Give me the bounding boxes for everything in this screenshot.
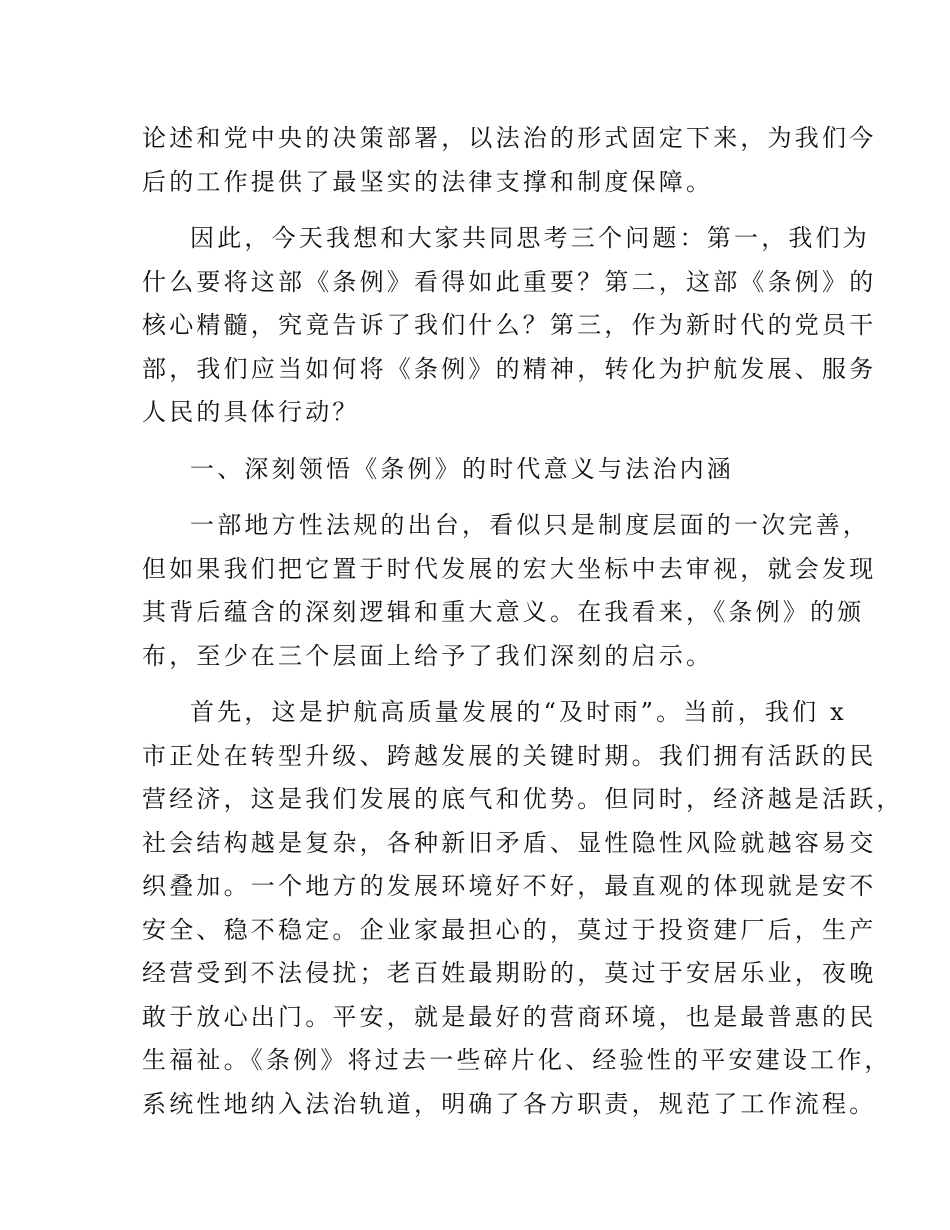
text-line: 其背后蕴含的深刻逻辑和重大意义。在我看来，《条例》的颁 (142, 598, 865, 626)
text-line: 核心精髓，究竟告诉了我们什么？第三，作为新时代的党员干 (142, 311, 877, 339)
heading-line: 一、深刻领悟《条例》的时代意义与法治内涵 (190, 454, 734, 483)
text-line: 经营受到不法侵扰；老百姓最期盼的，莫过于安居乐业，夜晚 (142, 959, 877, 987)
paragraph-gap (142, 204, 826, 217)
text-line: 因此，今天我想和大家共同思考三个问题：第一，我们为 (190, 224, 870, 252)
text-line: 营经济，这是我们发展的底气和优势。但同时，经济越是活跃， (142, 785, 904, 813)
text-line: 但如果我们把它置于时代发展的宏大坐标中去审视，就会发现 (142, 554, 877, 583)
paragraph-3 (142, 504, 877, 678)
text-line: 敢于放心出门。平安，就是最好的营商环境，也是最普惠的民 (142, 1002, 877, 1031)
text-line: 一部地方性法规的出台，看似只是制度层面的一次完善， (190, 511, 870, 539)
text-line: 部，我们应当如何将《条例》的精神，转化为护航发展、服务 (142, 354, 877, 383)
text-line: 生福祉。《条例》将过去一些碎片化、经验性的平安建设工作， (142, 1046, 892, 1074)
paragraph-1 (142, 117, 877, 204)
text-line: 安全、稳不稳定。企业家最担心的，莫过于投资建厂后，生产 (142, 915, 877, 944)
text-line: 论述和党中央的决策部署，以法治的形式固定下来，为我们今 (142, 124, 877, 152)
text-line: 社会结构越是复杂，各种新旧矛盾、显性隐性风险就越容易交 (142, 828, 877, 857)
text-line: 人民的具体行动？ (142, 398, 360, 426)
text-line: 后的工作提供了最坚实的法律支撑和制度保障。 (142, 167, 714, 196)
text-line: 布，至少在三个层面上给予了我们深刻的启示。 (142, 641, 714, 670)
paragraph-gap (142, 491, 826, 504)
text-line: 市正处在转型升级、跨越发展的关键时期。我们拥有活跃的民 (142, 741, 877, 770)
text-line: 首先，这是护航高质量发展的“及时雨”。当前，我们 x (190, 698, 847, 726)
text-line: 织叠加。一个地方的发展环境好不好，最直观的体现就是安不 (142, 872, 877, 900)
paragraph-gap (142, 678, 826, 691)
paragraph-2 (142, 217, 877, 435)
paragraph-4 (142, 691, 904, 1126)
paragraph-gap (142, 435, 826, 448)
document-page (142, 117, 904, 1126)
text-line: 系统性地纳入法治轨道，明确了各方职责，规范了工作流程。 (142, 1089, 877, 1118)
text-line: 什么要将这部《条例》看得如此重要？第二，这部《条例》的 (142, 267, 877, 296)
section-heading (142, 448, 826, 492)
